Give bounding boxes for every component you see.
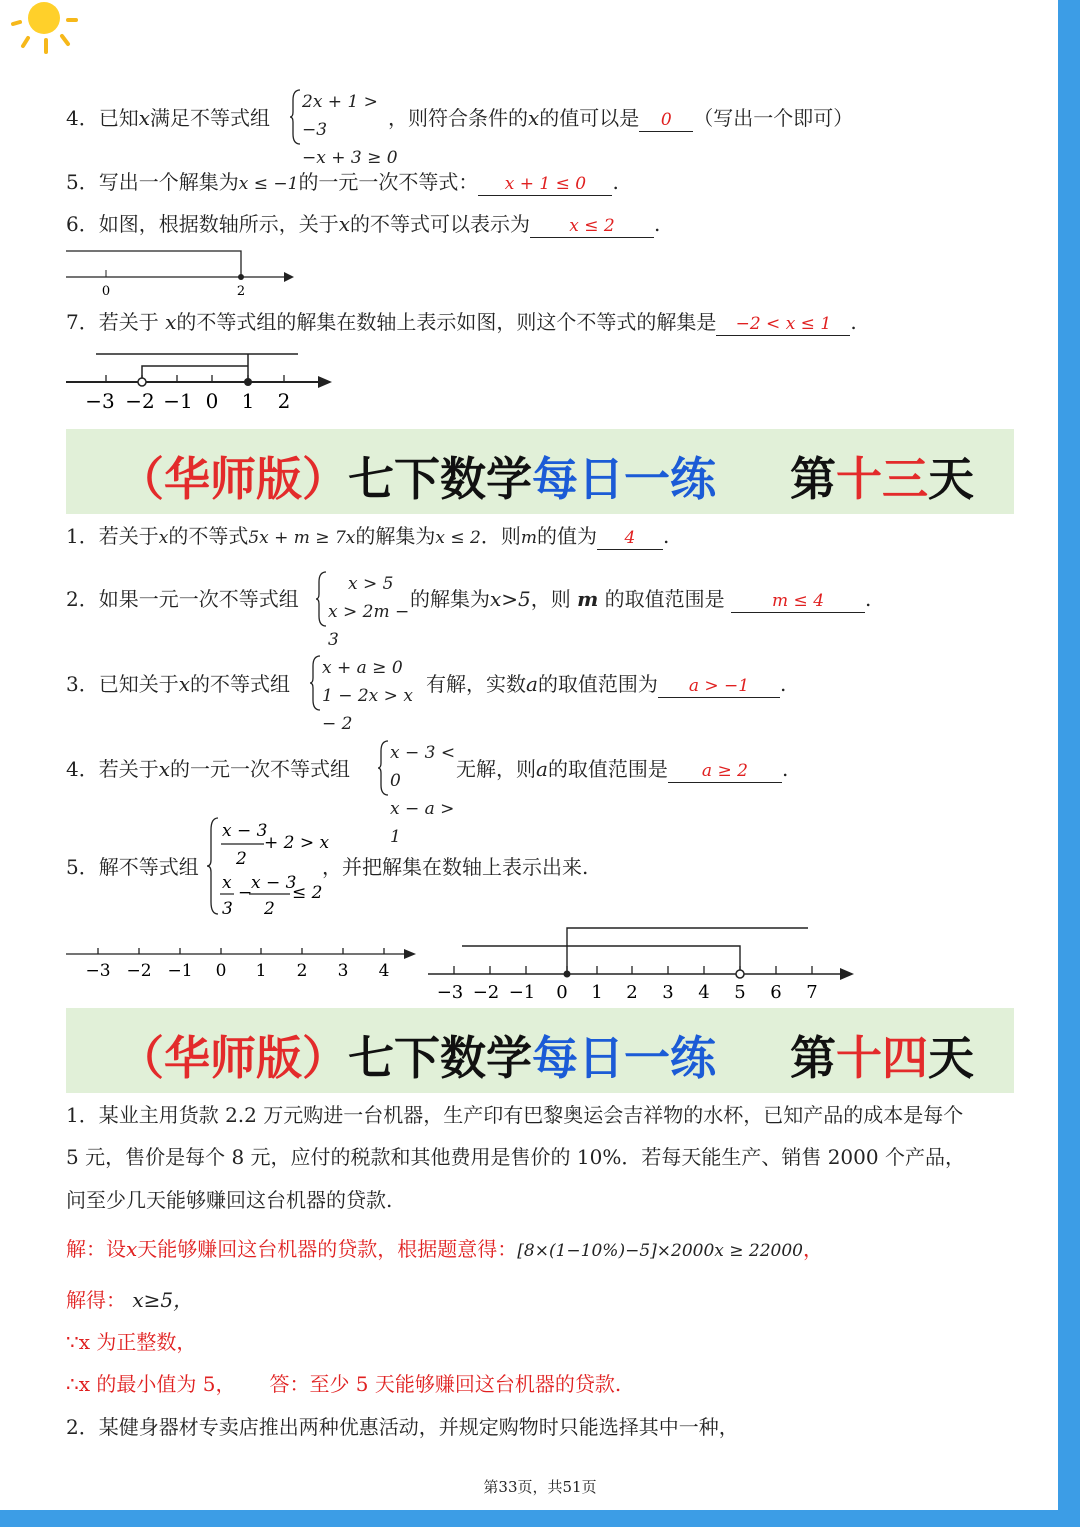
solution-line-2: 解得： x≥5， xyxy=(66,1288,194,1312)
number-line-blank xyxy=(60,938,430,988)
axis-label: 0 xyxy=(215,961,227,981)
axis-label: 4 xyxy=(378,961,390,981)
number-line-a6 xyxy=(60,245,310,300)
svg-text:2: 2 xyxy=(236,849,247,869)
axis-label: 2 xyxy=(277,389,291,413)
number-line-a7 xyxy=(60,348,350,418)
question-b1: 1．若关于x的不等式5x + m ≥ 7x的解集为x ≤ 2．则m的值为 4 . xyxy=(66,524,670,548)
page-border-right xyxy=(1058,0,1080,1527)
axis-label: 3 xyxy=(337,961,349,981)
inequality-system-a4: 2x + 1 > −3 −x + 3 ≥ 0 xyxy=(290,88,400,148)
answer-blank: a ≥ 2 xyxy=(668,760,782,783)
axis-label: 6 xyxy=(770,982,782,1003)
question-c1-line1: 1．某业主用货款 2.2 万元购进一台机器，生产印有巴黎奥运会吉祥物的水杯，已知产品的成本是每个 xyxy=(66,1103,964,1127)
question-b3-rest: 有解，实数a的取值范围为 a > −1 . xyxy=(426,672,787,696)
axis-label: −1 xyxy=(508,982,536,1003)
page-border-bottom xyxy=(0,1510,1080,1527)
axis-label: 1 xyxy=(591,982,603,1003)
page-footer: 第33页，共51页 xyxy=(483,1478,597,1496)
question-c2: 2．某健身器材专卖店推出两种优惠活动，并规定购物时只能选择其中一种， xyxy=(66,1415,739,1439)
question-b4-rest: 无解，则a的取值范围是 a ≥ 2 . xyxy=(456,757,789,781)
answer-blank: a > −1 xyxy=(658,675,780,698)
axis-label: −3 xyxy=(85,961,111,981)
solution-line-1: 解：设x天能够赚回这台机器的贷款，根据题意得：[8×(1−10%)−5]×2000x ≥ 22000， xyxy=(66,1237,824,1261)
axis-label: 2 xyxy=(236,284,246,299)
answer-blank: x ≤ 2 xyxy=(530,215,654,238)
question-a4: 4．已知x满足不等式组 xyxy=(66,106,271,130)
question-b5: 5．解不等式组 xyxy=(66,855,199,879)
axis-label: −2 xyxy=(125,389,155,413)
number-line-solution xyxy=(424,922,864,1004)
axis-label: 0 xyxy=(205,389,219,413)
answer-blank: −2 < x ≤ 1 xyxy=(716,313,850,336)
question-a5: 5．写出一个解集为x ≤ −1的一元一次不等式： x + 1 ≤ 0 . xyxy=(66,170,619,194)
svg-text:x − 3: x − 3 xyxy=(222,821,268,841)
question-a6: 6．如图，根据数轴所示，关于x的不等式可以表示为 x ≤ 2 . xyxy=(66,212,661,236)
inequality-system-b5 xyxy=(206,814,336,920)
question-a4-rest: ，则符合条件的x的值可以是 0 （写出一个即可） xyxy=(388,106,854,130)
inequality-system-b3: x + a ≥ 0 1 − 2x > x − 2 xyxy=(310,654,430,714)
sun-icon xyxy=(10,0,80,62)
question-b5-rest: ，并把解集在数轴上表示出来. xyxy=(322,855,589,879)
question-b2-rest: 的解集为x>5，则 m 的取值范围是 m ≤ 4 . xyxy=(410,587,872,611)
svg-text:2: 2 xyxy=(264,899,275,919)
svg-text:x: x xyxy=(222,873,232,893)
svg-text:x − 3: x − 3 xyxy=(251,873,297,893)
axis-label: −2 xyxy=(472,982,500,1003)
axis-label: −2 xyxy=(126,961,152,981)
svg-text:+ 2 > x: + 2 > x xyxy=(264,833,330,853)
day14-banner: （华师版）七下数学每日一练 第十四天 xyxy=(66,1008,1014,1093)
solution-line-4: ∴x 的最小值为 5， 答：至少 5 天能够赚回这台机器的贷款. xyxy=(66,1372,622,1396)
axis-label: −3 xyxy=(436,982,464,1003)
answer-blank: 0 xyxy=(639,109,693,132)
svg-text:≤ 2: ≤ 2 xyxy=(292,883,323,903)
axis-label: −1 xyxy=(163,389,193,413)
inequality-system-b4: x − 3 < 0 x − a > 1 xyxy=(378,739,468,799)
axis-label: −1 xyxy=(167,961,193,981)
answer-blank: 4 xyxy=(597,527,663,550)
axis-label: 7 xyxy=(806,982,818,1003)
question-c1-line3: 问至少几天能够赚回这台机器的贷款. xyxy=(66,1188,393,1212)
axis-label: 2 xyxy=(626,982,638,1003)
svg-text:3: 3 xyxy=(222,899,233,919)
axis-label: 1 xyxy=(255,961,267,981)
answer-blank: x + 1 ≤ 0 xyxy=(478,173,612,196)
answer-blank: m ≤ 4 xyxy=(731,590,865,613)
axis-label: 3 xyxy=(662,982,674,1003)
question-b4: 4．若关于x的一元一次不等式组 xyxy=(66,757,351,781)
axis-label: 4 xyxy=(698,982,710,1003)
question-b3: 3．已知关于x的不等式组 xyxy=(66,672,291,696)
axis-label: 5 xyxy=(734,982,746,1003)
question-a7: 7．若关于 x的不等式组的解集在数轴上表示如图，则这个不等式的解集是 −2 < x ≤ 1 . xyxy=(66,310,857,334)
inequality-system-b2: x > 5 x > 2m − 3 xyxy=(316,570,416,630)
question-b2: 2．如果一元一次不等式组 xyxy=(66,587,299,611)
axis-label: 1 xyxy=(241,389,255,413)
axis-label: 0 xyxy=(101,284,111,299)
day13-banner: （华师版）七下数学每日一练 第十三天 xyxy=(66,429,1014,514)
axis-label: −3 xyxy=(85,389,115,413)
axis-label: 0 xyxy=(556,982,568,1003)
axis-label: 2 xyxy=(296,961,308,981)
question-c1-line2: 5 元，售价是每个 8 元，应付的税款和其他费用是售价的 10%．若每天能生产、销售 2000 个产品， xyxy=(66,1145,965,1169)
solution-line-3: ∵x 为正整数， xyxy=(66,1330,197,1354)
svg-text:−: − xyxy=(238,883,253,903)
